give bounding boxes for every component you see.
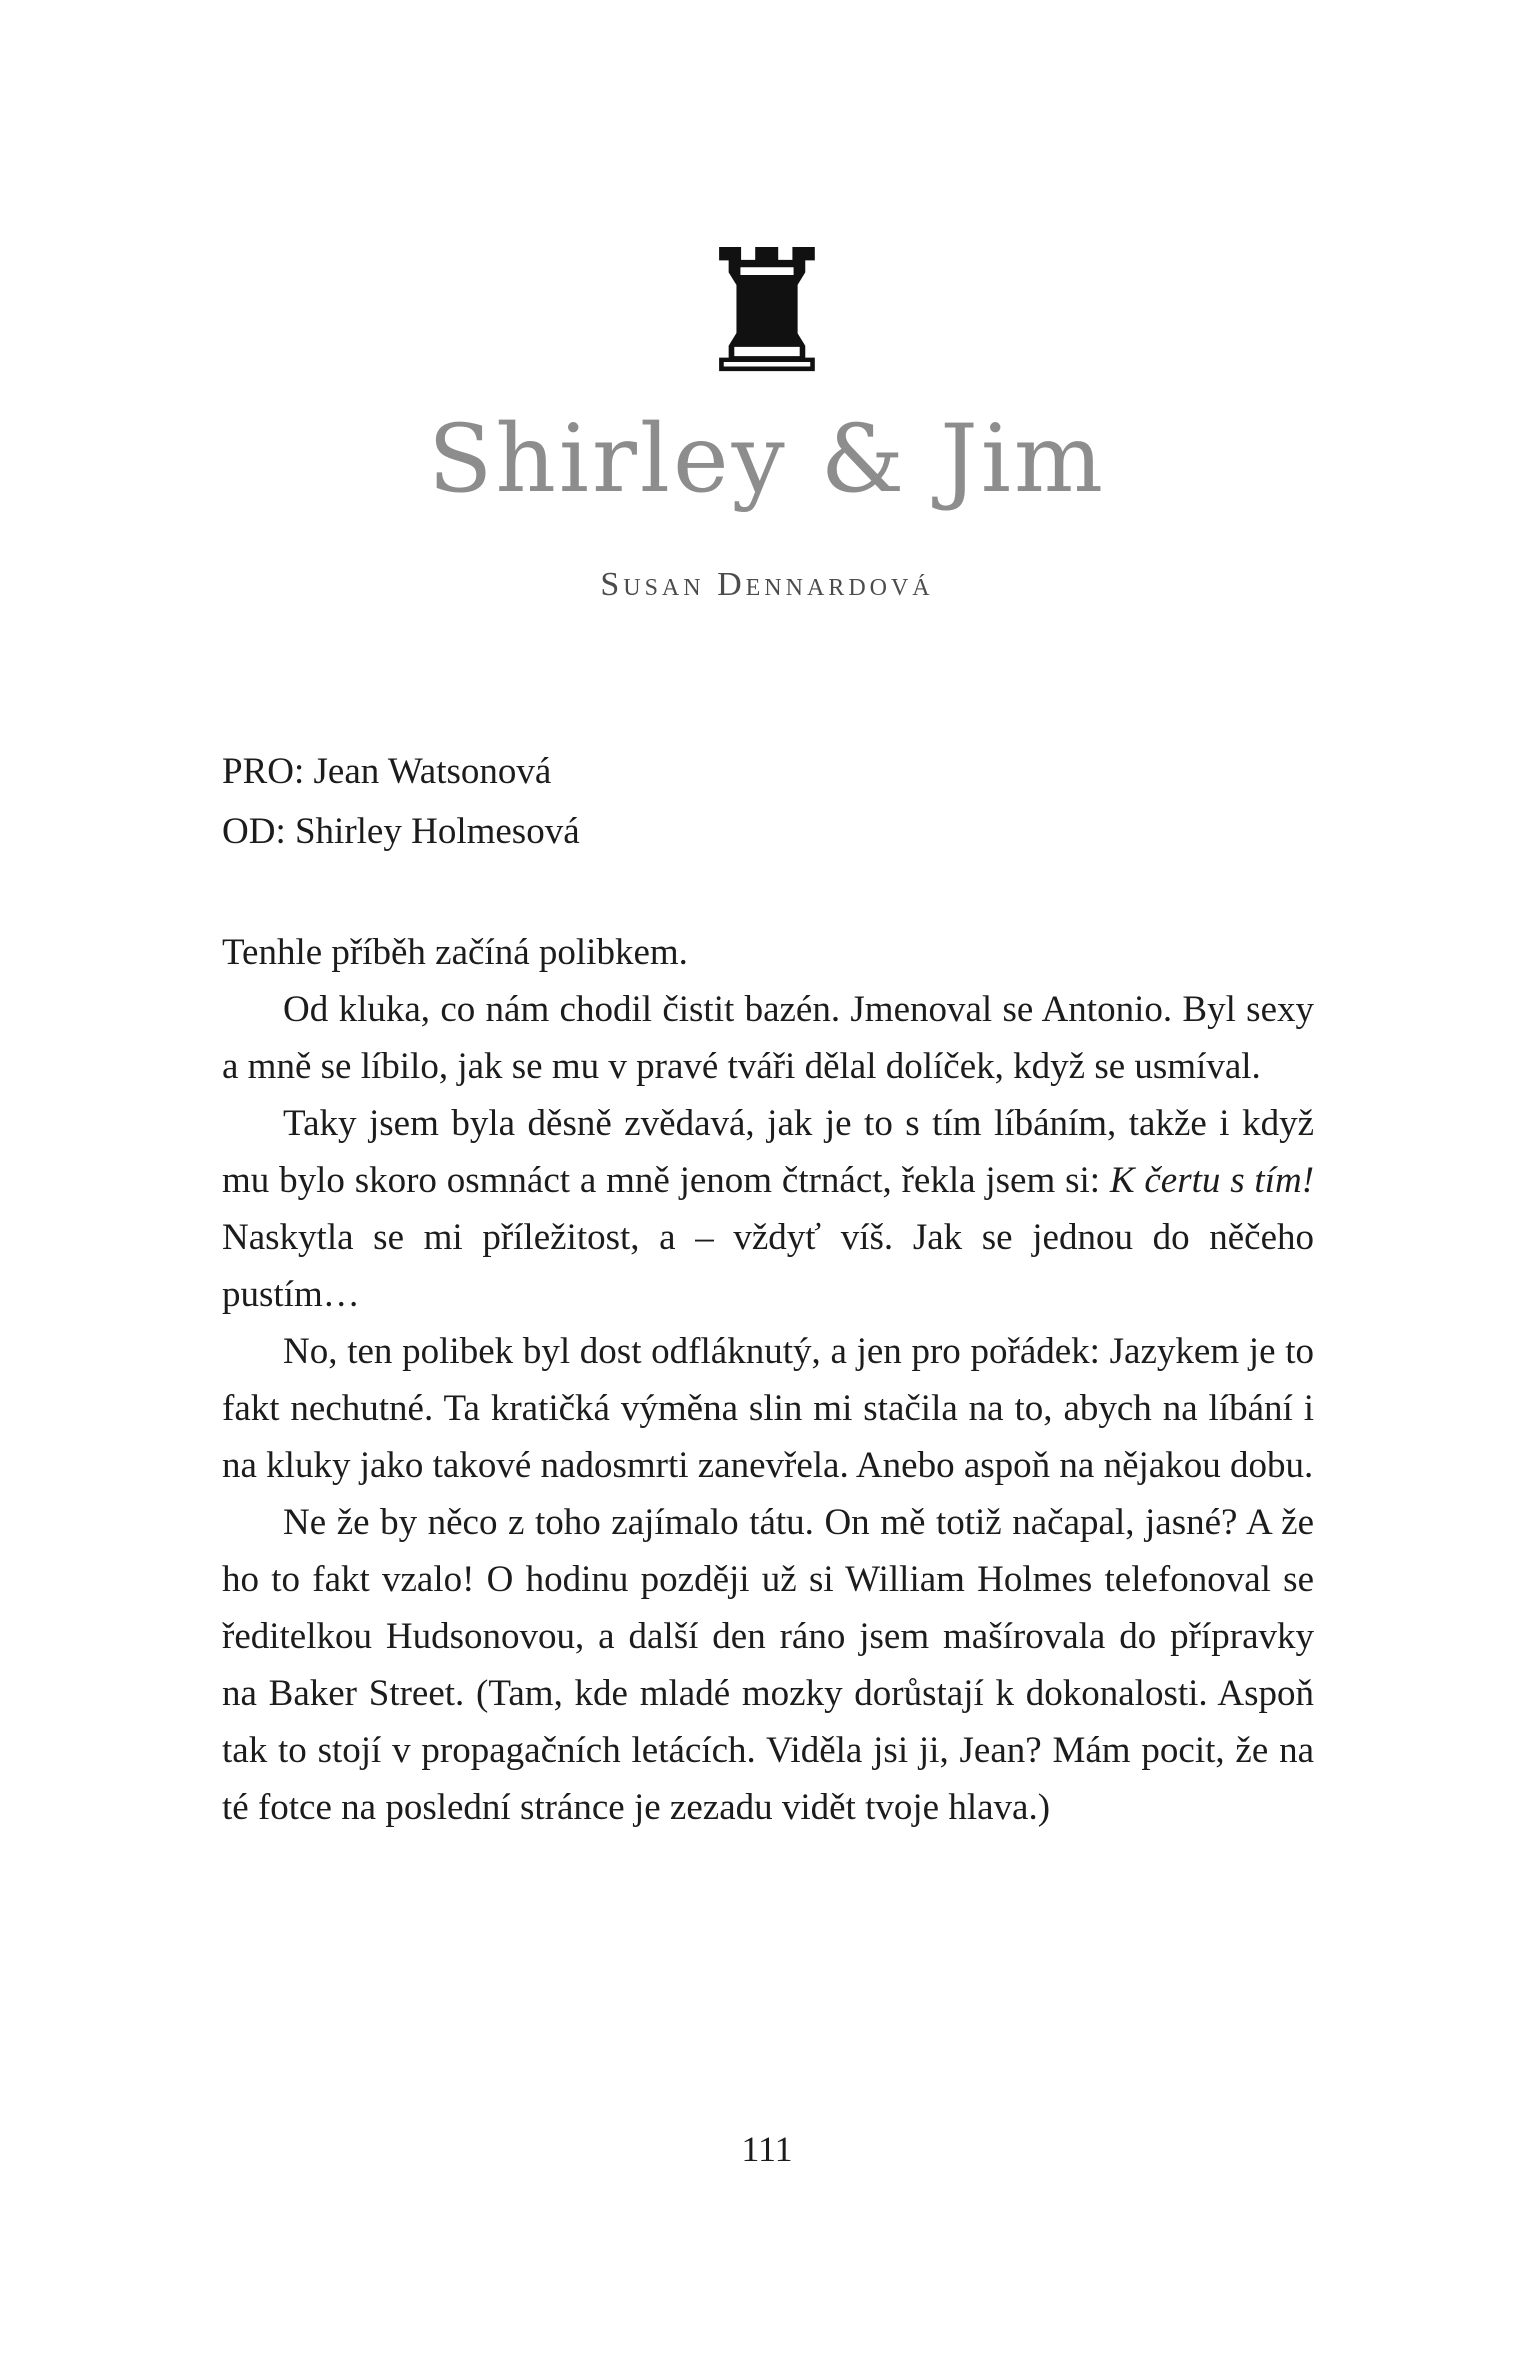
paragraph <box>222 924 1314 981</box>
chapter-title: Shirley & Jim <box>427 405 1107 514</box>
text-segment: Naskytla se mi příležitost, a – vždyť víš. Jak se jednou do něčeho pustím… <box>222 1217 1314 1316</box>
paragraph <box>222 1095 1314 1323</box>
paragraph <box>222 981 1314 1095</box>
letter-from-line: OD: Shirley Holmesová <box>222 811 580 853</box>
author-name: Susan Dennardová <box>600 566 934 604</box>
paragraph <box>222 1323 1314 1494</box>
text-segment: Taky jsem byla děsně zvědavá, jak je to s tím líbáním, takže i když mu bylo skoro osmnáct a mně jenom čtrnáct, řekla jsem si: <box>222 1103 1314 1202</box>
paragraph <box>222 1494 1314 1836</box>
rook-icon: ♜ <box>690 214 844 412</box>
text-segment: Tenhle příběh začíná polibkem. <box>222 932 688 974</box>
page-number: 111 <box>741 2129 793 2169</box>
letter-header <box>222 742 1314 862</box>
text-segment: Ne že by něco z toho zajímalo tátu. On mě totiž načapal, jasné? A že ho to fakt vzalo! O hodinu později už si William Holmes telefonoval se ředitelkou Hudsonovou, a další den ráno jsem mašírovala do přípravky na Baker Street. (Tam, kde mladé mozky dorůstají k dokonalosti. Aspoň tak to stojí v propagačních letácích. Viděla jsi ji, Jean? Mám pocit, že na té fotce na poslední stránce je zezadu vidět tvoje hlava.) <box>222 1502 1314 1829</box>
letter-to-line: PRO: Jean Watsonová <box>222 751 552 793</box>
text-segment: No, ten polibek byl dost odfláknutý, a jen pro pořádek: Jazykem je to fakt nechutné. Ta kratičká výměna slin mi stačila na to, abych na líbání i na kluky jako takové nadosmrti zanevřela. Anebo aspoň na nějakou dobu. <box>222 1331 1314 1487</box>
text-segment: Od kluka, co nám chodil čistit bazén. Jmenoval se Antonio. Byl sexy a mně se líbilo, jak se mu v pravé tváři dělal dolíček, když se usmíval. <box>222 989 1314 1088</box>
body-text <box>222 924 1314 1836</box>
italic-text-segment: K čertu s tím! <box>1109 1160 1315 1202</box>
